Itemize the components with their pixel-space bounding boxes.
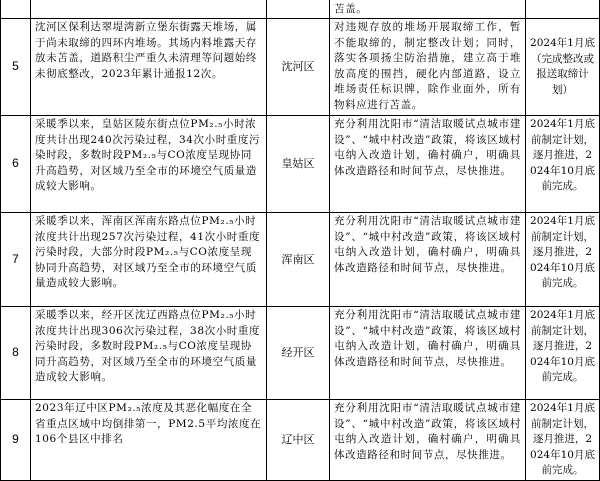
table-row: [1, 400, 600, 481]
table-row: [1, 116, 600, 213]
completion-timeline: 2024年1月底前制定计划，逐月推进，2024年10月底前完成。: [526, 307, 600, 400]
district-name: 经开区: [267, 307, 330, 400]
district-name: 皇姑区: [267, 116, 330, 213]
district-name: 浑南区: [267, 213, 330, 307]
row-number: 7: [1, 213, 31, 307]
problem-description: 沈河区保利达翠堤湾新立堡东街露天堆场，属于尚未取缔的四环内堆场。其场内料堆露天存放未苫盖，道路积尘严重久未清理等问题始终未彻底整改，2023年累计通报12次。: [31, 19, 267, 116]
row-number: 5: [1, 19, 31, 116]
rectification-measure: 充分利用沈阳市“清洁取暖试点城市建设”、“城中村改造”政策，将该区域村屯纳入改造计划，确村确户，明确具体改造路径和时间节点，尽快推进。: [330, 307, 526, 400]
completion-timeline: 2024年1月底前制定计划，逐月推进，2024年10月底前完成。: [526, 116, 600, 213]
completion-timeline: 2024年1月底前制定计划，逐月推进，2024年10月底前完成。: [526, 213, 600, 307]
completion-timeline: 2024年1月底（完成整改或报送取缔计划）: [526, 19, 600, 116]
row-number: 9: [1, 400, 31, 481]
row-number: 6: [1, 116, 31, 213]
district-name: 辽中区: [267, 400, 330, 481]
district-name: 沈河区: [267, 19, 330, 116]
table-row-continued: [1, 0, 600, 19]
rectification-measure: 充分利用沈阳市“清洁取暖试点城市建设”、“城中村改造”政策，将该区域村屯纳入改造计划，确村确户，明确具体改造路径和时间节点，尽快推进。: [330, 213, 526, 307]
problem-description: 采暖季以来，浑南区浑南东路点位PM₂.₅小时浓度共计出现257次污染过程，41次小时重度污染时段，大部分时段PM₂.₅与CO浓度呈现协同升高趋势，对区域乃至全市的环境空气质量造成较大影响。: [31, 213, 267, 307]
cell-timeline: [526, 0, 600, 19]
table-row: [1, 213, 600, 307]
table-row: [1, 307, 600, 400]
completion-timeline: 2024年1月底前制定计划，逐月推进，2024年10月底前完成。: [526, 400, 600, 481]
problem-description: 采暖季以来，经开区沈辽西路点位PM₂.₅小时浓度共计出现306次污染过程，38次小时重度污染时段，多数时段PM₂.₅与CO浓度呈现协同升高趋势，对区域乃至全市的环境空气质量造成较大影响。: [31, 307, 267, 400]
table-row: [1, 19, 600, 116]
problem-description: 2023年辽中区PM₂.₅浓度及其恶化幅度在全省重点区域中均倒排第一，PM2.5平均浓度在106个县区中排名: [31, 400, 267, 481]
rectification-measure: 充分利用沈阳市“清洁取暖试点城市建设”、“城中村改造”政策，将该区域村屯纳入改造计划，确村确户，明确具体改造路径和时间节点，尽快推进。: [330, 116, 526, 213]
rectification-measure: 充分利用沈阳市“清洁取暖试点城市建设”、“城中村改造”政策，将该区域村屯纳入改造计划，确村确户，明确具体改造路径和时间节点，尽快推进。: [330, 400, 526, 481]
cell-problem: [31, 0, 267, 19]
rectification-measure: 对违规存放的堆场开展取缔工作，暂不能取缔的，制定整改计划；同时，落实各项扬尘防治措施，建立高于堆放高度的围挡，硬化内部道路，设立堆场责任标识牌，除作业面外，所有物料应进行苫盖。: [330, 19, 526, 116]
cell-number: [1, 0, 31, 19]
cell-area: [267, 0, 330, 19]
cell-measure: 苫盖。: [330, 0, 526, 19]
problem-description: 采暖季以来，皇姑区陵东街点位PM₂.₅小时浓度共计出现240次污染过程，34次小时重度污染时段，多数时段PM₂.₅与CO浓度呈现协同升高趋势，对区域乃至全市的环境空气质量造成较大影响。: [31, 116, 267, 213]
row-number: 8: [1, 307, 31, 400]
